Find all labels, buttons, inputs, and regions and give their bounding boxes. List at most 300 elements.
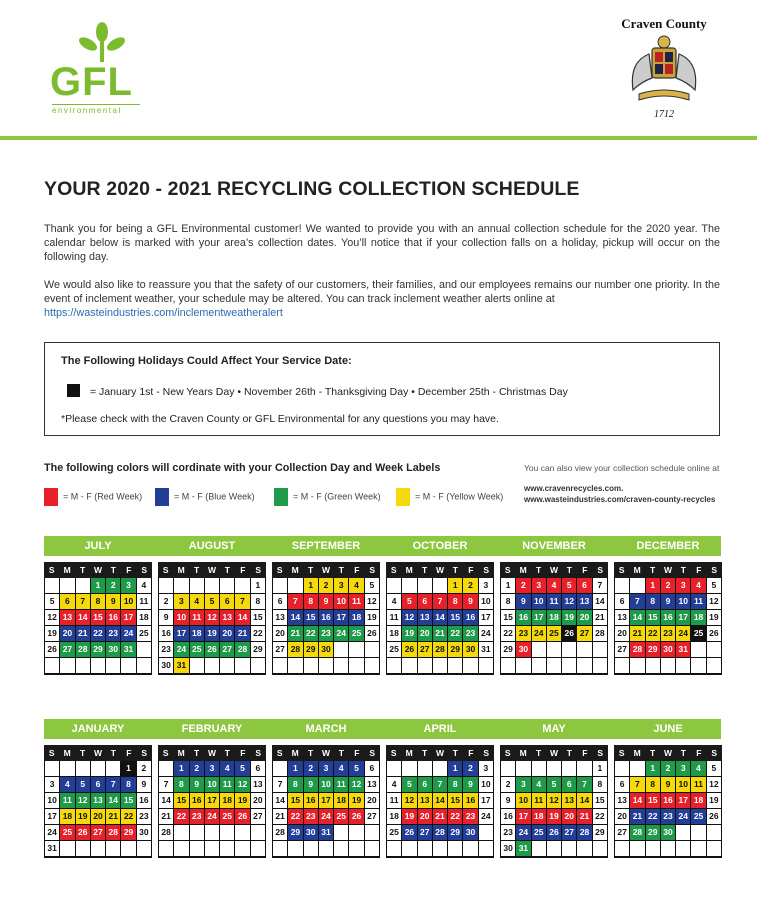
day-cell: 19 [365, 610, 379, 626]
weather-alert-link[interactable]: https://wasteindustries.com/inclementweatheralert [44, 307, 283, 319]
legend-label: = M - F (Green Week) [293, 491, 381, 502]
day-cell: 20 [577, 610, 592, 626]
weekday-label: F [354, 748, 360, 758]
day-cell [365, 658, 379, 674]
week-row [45, 761, 151, 777]
calendar-october [386, 562, 494, 675]
day-cell: 11 [220, 777, 235, 793]
weekday-label: S [711, 565, 718, 575]
day-cell [577, 761, 592, 777]
weekday-label: M [291, 748, 299, 758]
day-cell: 26 [235, 809, 250, 825]
legend-label: = M - F (Blue Week) [174, 491, 255, 502]
day-cell: 13 [615, 793, 630, 809]
day-cell: 18 [190, 626, 205, 642]
week-row [615, 642, 721, 658]
weekday-label: M [519, 748, 527, 758]
day-cell: 26 [205, 642, 220, 658]
day-cell: 8 [251, 594, 265, 610]
day-cell: 8 [501, 594, 516, 610]
day-cell: 29 [251, 642, 265, 658]
weekday-label: T [307, 565, 314, 575]
leaf-sprout-icon [50, 22, 142, 62]
weekday-label: F [126, 748, 132, 758]
day-cell [418, 578, 433, 594]
day-cell: 4 [349, 578, 364, 594]
legend-green [274, 488, 381, 506]
day-cell [106, 841, 121, 857]
day-cell: 9 [190, 777, 205, 793]
day-cell: 20 [220, 626, 235, 642]
weekday-label: T [224, 565, 230, 575]
page-title: YOUR 2020 - 2021 RECYCLING COLLECTION SCHEDULE [44, 178, 580, 200]
weekday-header [272, 562, 380, 578]
day-cell [433, 658, 448, 674]
day-cell [691, 841, 706, 857]
day-cell: 14 [106, 793, 121, 809]
holiday-dates: = January 1st - New Years Day • November 26th - Thanksgiving Day • December 25th - Christmas Day [90, 386, 568, 398]
day-cell: 6 [365, 761, 379, 777]
day-cell: 10 [334, 594, 349, 610]
day-cell: 17 [334, 610, 349, 626]
craven-county-seal [612, 12, 716, 124]
day-cell: 9 [463, 777, 478, 793]
week-row [45, 594, 151, 610]
week-row [159, 578, 265, 594]
day-cell [174, 578, 189, 594]
day-cell: 24 [334, 626, 349, 642]
day-cell: 25 [334, 809, 349, 825]
day-cell: 22 [304, 626, 319, 642]
day-cell: 30 [661, 825, 676, 841]
day-cell: 2 [463, 761, 478, 777]
weekday-label: T [649, 748, 656, 758]
day-cell: 29 [593, 825, 607, 841]
day-cell [402, 658, 417, 674]
day-cell: 16 [501, 809, 516, 825]
day-cell: 1 [501, 578, 516, 594]
day-cell: 19 [707, 793, 721, 809]
weekday-label: T [307, 748, 314, 758]
day-cell [707, 841, 721, 857]
day-cell: 23 [190, 809, 205, 825]
legend-label: = M - F (Red Week) [63, 491, 143, 502]
colors-title: The following colors will cordinate with your Collection Day and Week Labels [44, 462, 441, 474]
weekday-label: S [276, 565, 283, 575]
weekday-header [272, 745, 380, 761]
day-cell [501, 658, 516, 674]
green-swatch [274, 488, 288, 506]
day-cell: 4 [691, 761, 706, 777]
day-cell: 24 [121, 626, 136, 642]
weekday-label: T [452, 565, 458, 575]
day-cell: 13 [418, 610, 433, 626]
day-cell [630, 658, 645, 674]
week-row [159, 658, 265, 674]
week-row [615, 578, 721, 594]
calendar-may [500, 745, 608, 858]
weekday-label: T [338, 565, 344, 575]
day-cell: 21 [76, 626, 91, 642]
day-cell: 3 [676, 761, 691, 777]
weekday-label: T [680, 748, 686, 758]
day-cell: 13 [60, 610, 75, 626]
yellow-swatch [396, 488, 410, 506]
day-cell: 3 [205, 761, 220, 777]
day-cell: 16 [661, 610, 676, 626]
week-row [273, 610, 379, 626]
day-cell: 25 [387, 825, 402, 841]
day-cell: 7 [577, 777, 592, 793]
day-cell: 18 [387, 809, 402, 825]
day-cell: 13 [273, 610, 288, 626]
day-cell: 24 [516, 825, 531, 841]
weekday-label: W [207, 565, 216, 575]
week-row [387, 658, 493, 674]
day-cell [76, 658, 91, 674]
online-note: You can also view your collection schedule online at [524, 463, 720, 473]
day-cell: 26 [45, 642, 60, 658]
day-cell: 4 [387, 594, 402, 610]
day-cell: 15 [288, 793, 303, 809]
day-cell: 23 [661, 626, 676, 642]
day-cell: 8 [448, 777, 463, 793]
day-cell: 11 [691, 777, 706, 793]
day-cell: 5 [235, 761, 250, 777]
day-cell: 13 [365, 777, 379, 793]
weekday-label: S [390, 748, 397, 758]
day-cell: 11 [547, 594, 562, 610]
day-cell: 2 [463, 578, 478, 594]
day-cell: 26 [707, 626, 721, 642]
day-cell: 19 [402, 809, 417, 825]
day-cell: 22 [448, 809, 463, 825]
week-row [387, 761, 493, 777]
weekday-label: T [79, 748, 86, 758]
day-cell [387, 658, 402, 674]
day-cell [273, 578, 288, 594]
day-cell: 6 [251, 761, 265, 777]
day-cell [402, 761, 417, 777]
weekday-header [500, 562, 608, 578]
week-row [159, 809, 265, 825]
day-cell: 7 [433, 594, 448, 610]
weekday-label: M [177, 748, 185, 758]
day-cell [137, 841, 151, 857]
day-cell: 10 [121, 594, 136, 610]
week-row [615, 761, 721, 777]
day-cell: 3 [121, 578, 136, 594]
day-cell: 26 [365, 626, 379, 642]
day-cell: 28 [76, 642, 91, 658]
weekday-label: F [240, 565, 246, 575]
week-row [159, 761, 265, 777]
weekday-header [158, 562, 266, 578]
day-cell: 5 [707, 578, 721, 594]
day-cell: 6 [418, 777, 433, 793]
day-cell: 8 [121, 777, 136, 793]
day-cell: 24 [174, 642, 189, 658]
day-cell: 18 [60, 809, 75, 825]
day-cell [174, 825, 189, 841]
weekday-label: S [618, 748, 625, 758]
weekday-label: W [207, 748, 216, 758]
day-cell: 20 [273, 626, 288, 642]
day-cell: 17 [174, 626, 189, 642]
day-cell: 19 [235, 793, 250, 809]
weekday-label: T [535, 565, 542, 575]
day-cell: 15 [448, 610, 463, 626]
day-cell: 10 [174, 610, 189, 626]
day-cell: 11 [334, 777, 349, 793]
weekday-label: F [696, 565, 702, 575]
day-cell [532, 658, 547, 674]
day-cell [304, 841, 319, 857]
day-cell: 8 [646, 777, 661, 793]
day-cell: 27 [251, 809, 265, 825]
calendar-weeks [272, 761, 380, 858]
week-row [159, 594, 265, 610]
day-cell [547, 761, 562, 777]
day-cell: 30 [516, 642, 531, 658]
week-row [159, 793, 265, 809]
day-cell: 19 [562, 610, 577, 626]
weekday-label: F [582, 748, 588, 758]
weekday-label: T [421, 565, 428, 575]
week-row [387, 841, 493, 857]
day-cell [463, 841, 478, 857]
day-cell: 17 [532, 610, 547, 626]
day-cell: 20 [418, 809, 433, 825]
day-cell: 29 [304, 642, 319, 658]
day-cell: 10 [45, 793, 60, 809]
day-cell: 23 [159, 642, 174, 658]
week-row [45, 825, 151, 841]
day-cell: 20 [418, 626, 433, 642]
weekday-label: M [63, 565, 71, 575]
day-cell: 14 [76, 610, 91, 626]
day-cell [433, 578, 448, 594]
calendar-weeks [158, 761, 266, 858]
day-cell: 1 [91, 578, 106, 594]
week-row [273, 841, 379, 857]
week-row [45, 642, 151, 658]
url-wasteindustries[interactable]: www.wasteindustries.com/craven-county-recycles [524, 495, 716, 504]
day-cell [106, 658, 121, 674]
month-name-august: AUGUST [188, 540, 236, 552]
day-cell: 7 [593, 578, 607, 594]
day-cell: 7 [433, 777, 448, 793]
weekday-header [386, 745, 494, 761]
day-cell: 3 [479, 578, 493, 594]
day-cell: 17 [676, 610, 691, 626]
day-cell: 31 [676, 642, 691, 658]
day-cell [365, 841, 379, 857]
day-cell: 31 [174, 658, 189, 674]
day-cell [387, 841, 402, 857]
legend-blue [155, 488, 255, 506]
day-cell: 4 [334, 761, 349, 777]
day-cell [562, 658, 577, 674]
day-cell: 26 [707, 809, 721, 825]
week-row [387, 642, 493, 658]
day-cell: 4 [547, 578, 562, 594]
day-cell: 12 [205, 610, 220, 626]
weekday-label: F [696, 748, 702, 758]
day-cell [220, 825, 235, 841]
day-cell: 29 [646, 642, 661, 658]
weekday-label: W [321, 748, 330, 758]
day-cell: 5 [349, 761, 364, 777]
week-row [501, 658, 607, 674]
day-cell: 9 [501, 793, 516, 809]
week-row [273, 761, 379, 777]
week-row [273, 825, 379, 841]
day-cell: 6 [615, 594, 630, 610]
day-cell: 5 [547, 777, 562, 793]
day-cell: 2 [319, 578, 334, 594]
day-cell: 6 [562, 777, 577, 793]
day-cell: 27 [577, 626, 592, 642]
day-cell: 7 [106, 777, 121, 793]
weekday-label: M [405, 565, 413, 575]
day-cell [235, 578, 250, 594]
day-cell: 14 [433, 610, 448, 626]
header-divider [0, 136, 757, 140]
weekday-label: S [597, 748, 604, 758]
day-cell: 20 [91, 809, 106, 825]
day-cell: 10 [205, 777, 220, 793]
day-cell [304, 658, 319, 674]
month-name-september: SEPTEMBER [291, 540, 361, 552]
calendar-december [614, 562, 722, 675]
week-row [159, 777, 265, 793]
weekday-label: S [504, 565, 511, 575]
url-cravenrecycles[interactable]: www.cravenrecycles.com. [524, 484, 624, 493]
day-cell: 11 [387, 793, 402, 809]
weekday-header [386, 562, 494, 578]
day-cell: 31 [516, 841, 531, 857]
day-cell [273, 761, 288, 777]
day-cell: 4 [691, 578, 706, 594]
day-cell: 11 [532, 793, 547, 809]
day-cell [45, 578, 60, 594]
day-cell [532, 761, 547, 777]
week-row [45, 610, 151, 626]
month-name-april: APRIL [423, 723, 457, 735]
week-row [387, 594, 493, 610]
day-cell [60, 761, 75, 777]
day-cell: 7 [288, 594, 303, 610]
week-row [273, 594, 379, 610]
day-cell: 11 [349, 594, 364, 610]
day-cell: 14 [630, 793, 645, 809]
day-cell: 27 [365, 809, 379, 825]
day-cell: 19 [349, 793, 364, 809]
day-cell: 8 [593, 777, 607, 793]
calendar-weeks [386, 761, 494, 858]
weekday-label: S [369, 748, 376, 758]
day-cell: 15 [174, 793, 189, 809]
day-cell: 18 [220, 793, 235, 809]
week-row [273, 626, 379, 642]
day-cell: 3 [532, 578, 547, 594]
day-cell: 5 [45, 594, 60, 610]
day-cell: 12 [707, 594, 721, 610]
day-cell: 4 [137, 578, 151, 594]
day-cell [159, 761, 174, 777]
weekday-label: S [255, 565, 262, 575]
day-cell: 17 [45, 809, 60, 825]
day-cell: 25 [60, 825, 75, 841]
weekday-label: M [291, 565, 299, 575]
holiday-title: The Following Holidays Could Affect Your Service Date: [61, 355, 352, 367]
day-cell: 1 [448, 578, 463, 594]
day-cell [676, 841, 691, 857]
day-cell: 10 [532, 594, 547, 610]
day-cell [707, 642, 721, 658]
day-cell: 8 [174, 777, 189, 793]
day-cell: 28 [106, 825, 121, 841]
day-cell [479, 658, 493, 674]
day-cell: 14 [159, 793, 174, 809]
day-cell: 17 [479, 793, 493, 809]
day-cell: 25 [387, 642, 402, 658]
day-cell: 16 [106, 610, 121, 626]
day-cell: 24 [479, 809, 493, 825]
day-cell: 27 [60, 642, 75, 658]
day-cell: 3 [174, 594, 189, 610]
day-cell: 21 [235, 626, 250, 642]
day-cell: 26 [547, 825, 562, 841]
day-cell [319, 658, 334, 674]
day-cell [319, 841, 334, 857]
day-cell: 24 [676, 626, 691, 642]
day-cell: 12 [235, 777, 250, 793]
day-cell [615, 578, 630, 594]
day-cell: 15 [304, 610, 319, 626]
day-cell: 1 [646, 578, 661, 594]
day-cell [402, 578, 417, 594]
day-cell: 29 [501, 642, 516, 658]
day-cell: 28 [288, 642, 303, 658]
day-cell [661, 841, 676, 857]
weekday-label: T [680, 565, 686, 575]
day-cell [205, 825, 220, 841]
weekday-label: T [110, 565, 116, 575]
day-cell [45, 761, 60, 777]
calendar-weeks [500, 761, 608, 858]
day-cell: 9 [319, 594, 334, 610]
day-cell: 22 [288, 809, 303, 825]
day-cell [402, 841, 417, 857]
day-cell: 28 [235, 642, 250, 658]
day-cell: 6 [91, 777, 106, 793]
week-row [387, 610, 493, 626]
day-cell [577, 841, 592, 857]
day-cell: 30 [501, 841, 516, 857]
weekday-label: T [224, 748, 230, 758]
day-cell [334, 658, 349, 674]
day-cell: 7 [235, 594, 250, 610]
day-cell [387, 761, 402, 777]
day-cell: 22 [646, 626, 661, 642]
day-cell: 16 [304, 793, 319, 809]
weekday-label: S [390, 565, 397, 575]
day-cell: 26 [349, 809, 364, 825]
weekday-label: S [276, 748, 283, 758]
day-cell: 23 [501, 825, 516, 841]
